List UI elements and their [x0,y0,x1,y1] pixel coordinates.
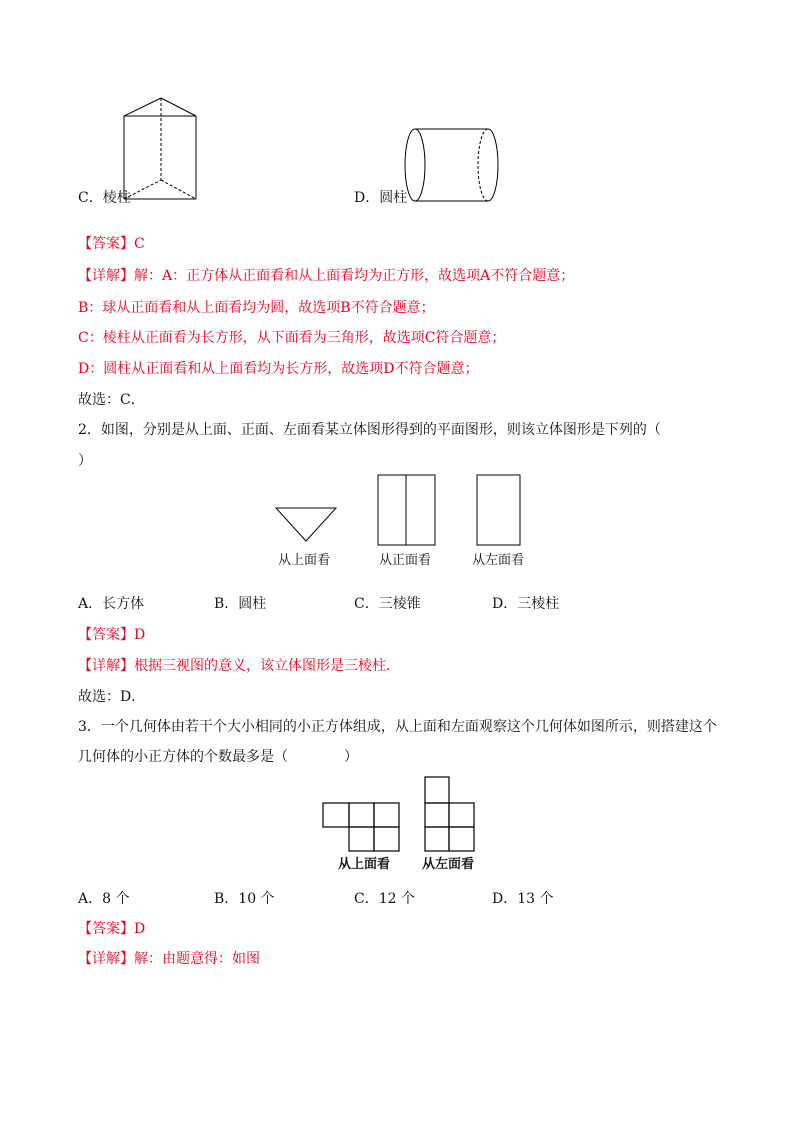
q3-option-d: D．13 个 [492,891,554,907]
q3-stem-line-1: 3．一个几何体由若干个大小相同的小正方体组成，从上面和左面观察这个几何体如图所示，则搭建这个 [78,719,717,735]
q2-stem-line-2: ） [78,453,92,469]
detail-text: 解：A：正方体从正面看和从上面看均为正方形，故选项A不符合题意； [134,268,575,284]
detail-label: 【详解】 [78,658,134,674]
q1-detail-line-3: C：棱柱从正面看为长方形，从下面看为三角形，故选项C符合题意； [78,330,506,346]
answer-label: 【答案】 [78,627,134,643]
answer-label: 【答案】 [78,236,134,252]
q1-conclusion: 故选：C． [78,392,145,408]
q2-option-a: A．长方体 [78,596,145,612]
q3-answer [78,920,145,938]
q2-option-d: D．三棱柱 [492,596,560,612]
q1-detail-line-2: B：球从正面看和从上面看均为圆，故选项B不符合题意； [78,300,435,316]
q2-front-view-label: 从正面看 [379,553,432,568]
q3-option-a: A．8 个 [78,891,130,907]
q3-option-c: C．12 个 [354,891,415,907]
top-view-triangle [276,508,336,541]
q2-option-c: C．三棱锥 [354,596,421,612]
q2-conclusion: 故选：D． [78,689,146,705]
q2-top-view-label: 从上面看 [278,553,331,568]
detail-label: 【详解】 [78,268,134,284]
q3-stem-line-2: 几何体的小正方体的个数最多是（ ） [78,749,358,765]
front-view-rect [378,475,435,545]
q1-option-c: C．棱柱 [78,190,131,206]
q1-detail-line-1 [78,267,574,285]
detail-text: 根据三视图的意义，该立体图形是三棱柱． [134,658,400,674]
q2-option-b: B．圆柱 [214,596,267,612]
detail-label: 【详解】 [78,951,134,967]
q2-detail [78,657,400,675]
q1-answer [78,235,145,253]
answer-label: 【答案】 [78,921,134,937]
q2-answer [78,626,145,644]
q2-left-view-label: 从左面看 [472,553,525,568]
answer-value: D [134,627,146,643]
q3-option-b: B．10 个 [214,891,275,907]
left-view-rect [477,475,520,545]
q3-detail [78,950,260,968]
detail-text: 解：由题意得：如图 [134,951,260,967]
q1-option-d: D．圆柱 [354,190,408,206]
q1-detail-line-4: D：圆柱从正面看和从上面看均为长方形，故选项D不符合题意； [78,361,479,377]
q3-left-view-label: 从左面看 [422,857,475,872]
q2-stem-line-1: 2．如图，分别是从上面、正面、左面看某立体图形得到的平面图形，则该立体图形是下列的（ [78,422,661,438]
answer-value: D [134,921,146,937]
answer-value: C [134,236,145,252]
q3-top-view-label: 从上面看 [338,857,391,872]
